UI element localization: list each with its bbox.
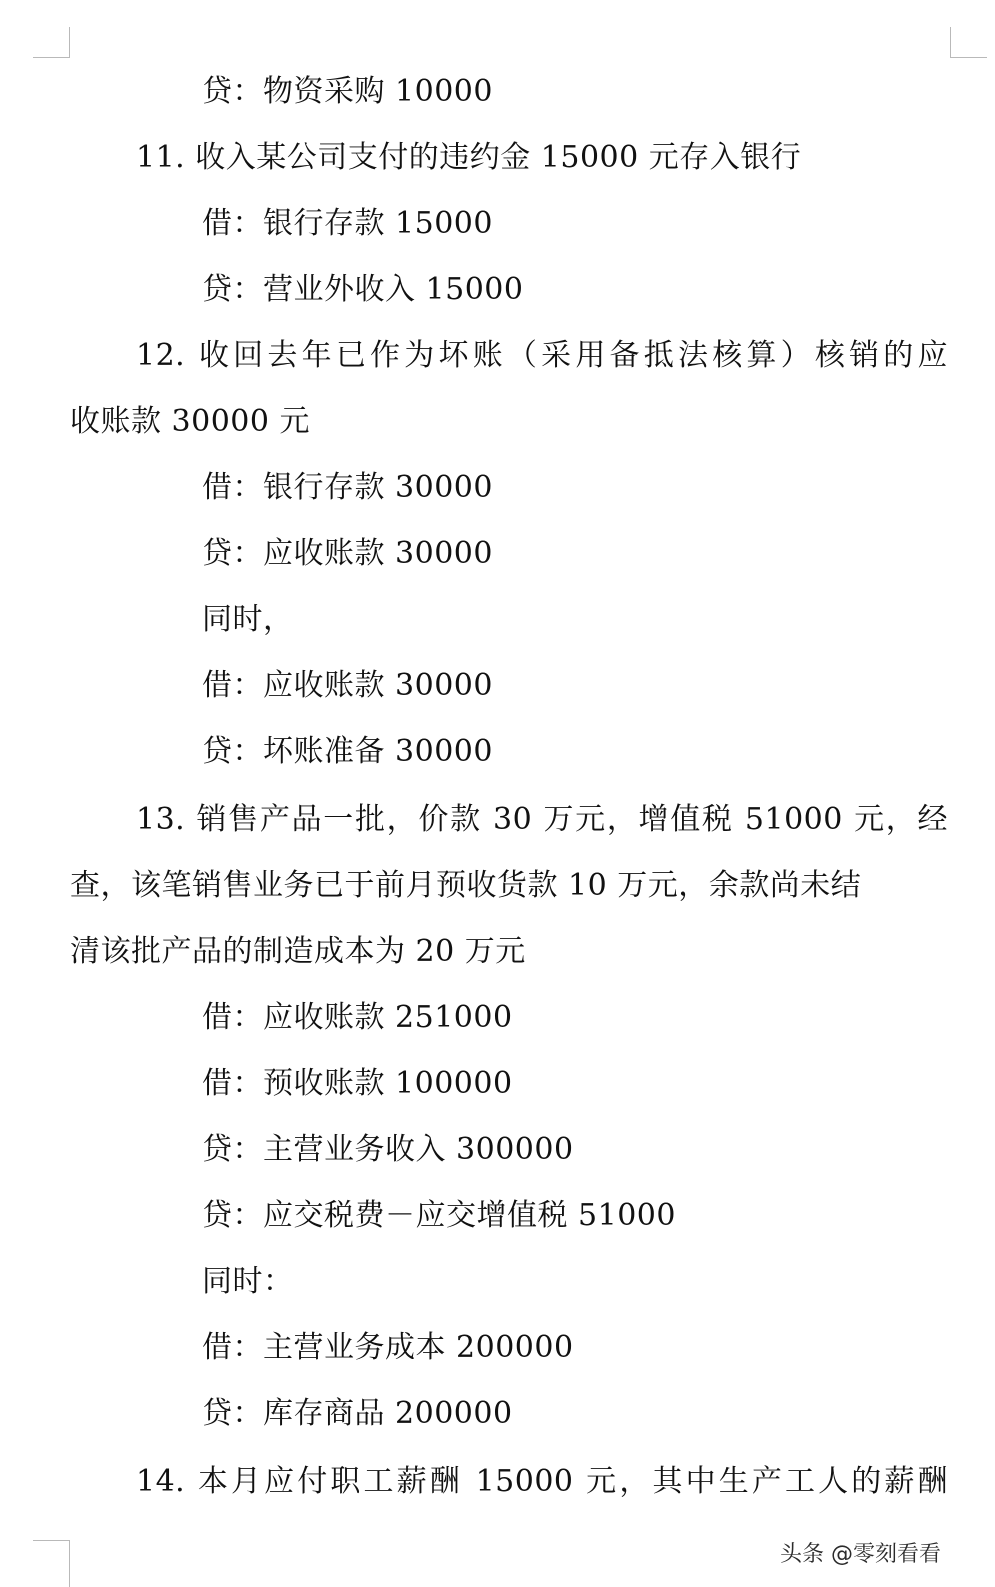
item-heading-14: 14. 本月应付职工薪酬 15000 元，其中生产工人的薪酬 (136, 1464, 948, 1499)
entry-line: 贷：主营业务收入 300000 (202, 1132, 574, 1167)
entry-line: 贷：坏账准备 30000 (202, 734, 493, 769)
item-continuation: 清该批产品的制造成本为 20 万元 (70, 934, 526, 969)
entry-line: 借：银行存款 30000 (202, 470, 493, 505)
item-continuation: 查，该笔销售业务已于前月预收货款 10 万元，余款尚未结 (70, 868, 862, 903)
entry-line: 贷：营业外收入 15000 (202, 272, 524, 307)
entry-line: 借：主营业务成本 200000 (202, 1330, 574, 1365)
item-heading-13: 13. 销售产品一批，价款 30 万元，增值税 51000 元，经 (136, 802, 948, 837)
entry-note: 同时： (202, 1264, 294, 1299)
entry-line: 借：银行存款 15000 (202, 206, 493, 241)
entry-line: 贷：物资采购 10000 (202, 74, 493, 109)
corner-mark-bottom-left (33, 1540, 70, 1587)
item-heading-11: 11. 收入某公司支付的违约金 15000 元存入银行 (136, 140, 802, 175)
corner-mark-top-right (950, 27, 987, 58)
entry-line: 借：预收账款 100000 (202, 1066, 513, 1101)
entry-line: 借：应收账款 251000 (202, 1000, 513, 1035)
item-heading-12: 12. 收回去年已作为坏账（采用备抵法核算）核销的应 (136, 338, 948, 373)
entry-line: 借：应收账款 30000 (202, 668, 493, 703)
item-continuation: 收账款 30000 元 (70, 404, 311, 439)
entry-note: 同时， (202, 602, 294, 637)
entry-line: 贷：库存商品 200000 (202, 1396, 513, 1431)
corner-mark-top-left (33, 27, 70, 58)
watermark-text: 头条 @零刻看看 (780, 1542, 941, 1567)
entry-line: 贷：应交税费－应交增值税 51000 (202, 1198, 676, 1233)
entry-line: 贷：应收账款 30000 (202, 536, 493, 571)
